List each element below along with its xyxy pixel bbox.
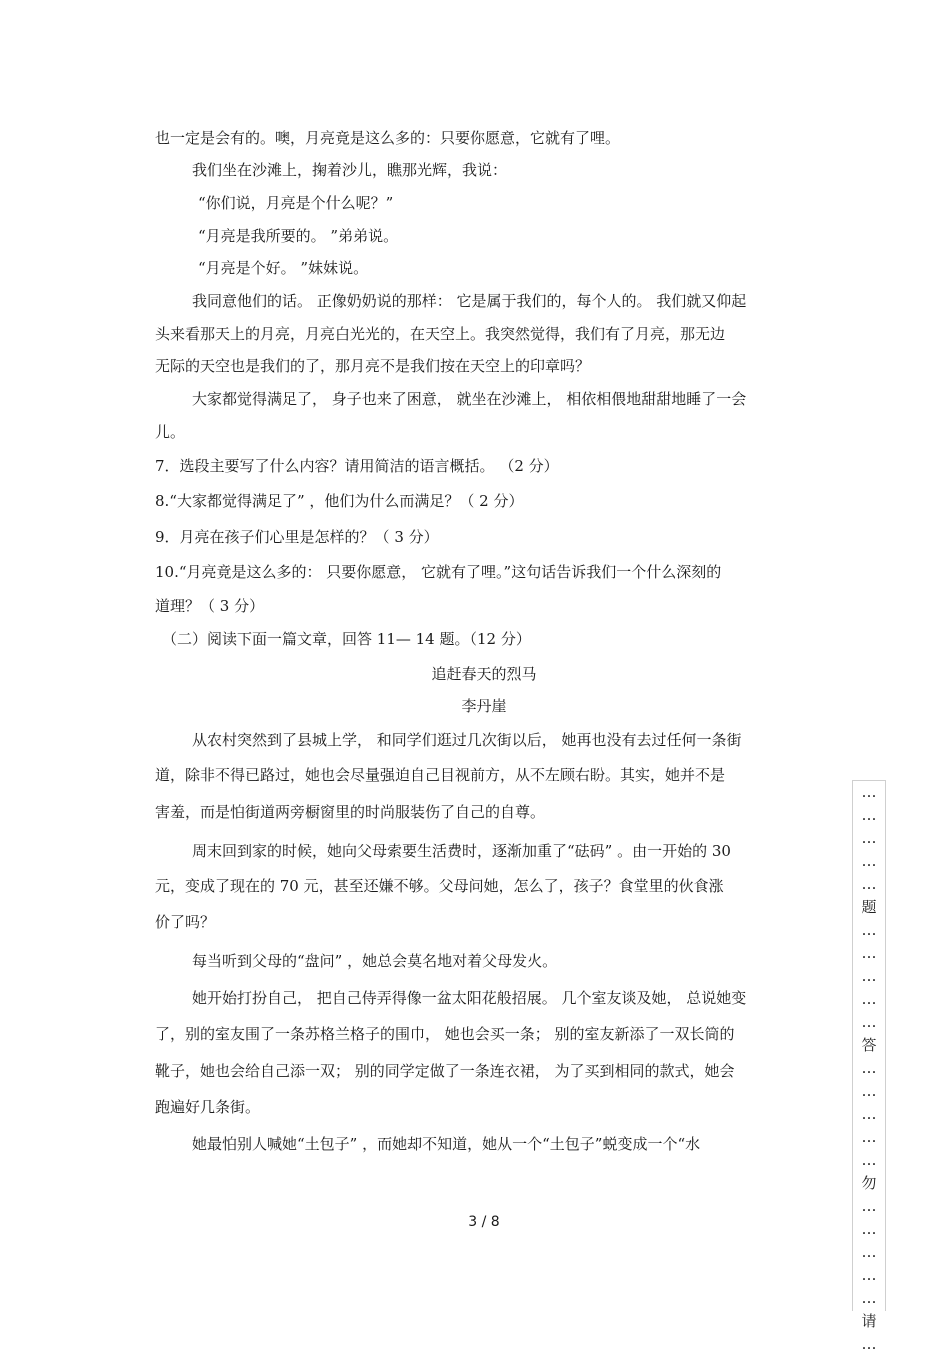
margin-char: 题	[861, 898, 877, 916]
text-line: 跑遍好几条街。	[155, 1098, 261, 1116]
margin-char: 答	[861, 1036, 877, 1054]
question-9: 9．月亮在孩子们心里是怎样的？（ 3 分）	[155, 528, 439, 546]
margin-dot: …	[861, 944, 877, 962]
text-line: 她最怕别人喊她“土包子” ，而她却不知道，她从一个“土包子”蜕变成一个“水	[192, 1135, 701, 1153]
text-line: 了，别的室友围了一条苏格兰格子的围巾， 她也会买一条； 别的室友新添了一双长筒的	[155, 1025, 735, 1043]
margin-dot: …	[861, 829, 877, 847]
question-10-cont: 道理？（ 3 分）	[155, 597, 265, 615]
margin-char: 勿	[861, 1174, 877, 1192]
margin-dot: …	[861, 806, 877, 824]
text-line: 道，除非不得已路过，她也会尽量强迫自己目视前方，从不左顾右盼。其实，她并不是	[155, 766, 726, 784]
margin-dot: …	[861, 1335, 877, 1353]
margin-dot: …	[861, 1243, 877, 1261]
margin-dot: …	[861, 1128, 877, 1146]
text-line: 儿。	[155, 423, 186, 441]
text-line: 从农村突然到了县城上学， 和同学们逛过几次街以后， 她再也没有去过任何一条街	[192, 731, 742, 749]
margin-dot: …	[861, 1197, 877, 1215]
text-line: 元，变成了现在的 70 元，甚至还嫌不够。父母问她，怎么了，孩子？食堂里的伙食涨	[155, 877, 724, 895]
margin-dot: …	[861, 1013, 877, 1031]
question-8: 8.“大家都觉得满足了” ，他们为什么而满足？（ 2 分）	[155, 492, 524, 510]
text-line: 她开始打扮自己， 把自己侍弄得像一盆太阳花般招展。 几个室友谈及她， 总说她变	[192, 989, 747, 1007]
margin-dot: …	[861, 852, 877, 870]
margin-char: 请	[861, 1312, 877, 1330]
question-7: 7．选段主要写了什么内容？请用简洁的语言概括。 （2 分）	[155, 457, 559, 475]
text-line: 也一定是会有的。噢，月亮竟是这么多的：只要你愿意，它就有了哩。	[155, 129, 621, 147]
text-line: 价了吗？	[155, 913, 216, 931]
margin-dot: …	[861, 990, 877, 1008]
text-line: 大家都觉得满足了， 身子也来了困意， 就坐在沙滩上， 相依相偎地甜甜地睡了一会	[192, 390, 747, 408]
margin-dot: …	[861, 1289, 877, 1307]
article-title: 追赶春天的烈马	[431, 665, 537, 683]
margin-dot: …	[861, 1220, 877, 1238]
margin-dot: …	[861, 1151, 877, 1169]
text-line: 我同意他们的话。 正像奶奶说的那样： 它是属于我们的，每个人的。 我们就又仰起	[192, 292, 747, 310]
binding-margin-text	[853, 781, 885, 1356]
margin-dot: …	[861, 1266, 877, 1284]
margin-dot: …	[861, 921, 877, 939]
binding-margin-strip	[852, 780, 886, 1353]
dialogue-line: “月亮是个好。 ”妹妹说。	[198, 259, 369, 277]
margin-dot: …	[861, 1105, 877, 1123]
text-line: 周末回到家的时候，她向父母索要生活费时，逐渐加重了“砝码” 。由一开始的 30	[192, 842, 731, 860]
dialogue-line: “你们说，月亮是个什么呢？”	[198, 194, 394, 212]
margin-dot: …	[861, 1082, 877, 1100]
text-line: 每当听到父母的“盘问” ，她总会莫名地对着父母发火。	[192, 952, 558, 970]
text-line: 无际的天空也是我们的了，那月亮不是我们按在天空上的印章吗？	[155, 357, 591, 375]
margin-dot: …	[861, 1059, 877, 1077]
margin-dot: …	[861, 967, 877, 985]
text-line: 害羞，而是怕街道两旁橱窗里的时尚服装伤了自己的自尊。	[155, 803, 546, 821]
dialogue-line: “月亮是我所要的。 ”弟弟说。	[198, 227, 399, 245]
text-line: 头来看那天上的月亮，月亮白光光的，在天空上。我突然觉得，我们有了月亮，那无边	[155, 325, 726, 343]
text-line: 靴子，她也会给自己添一双； 别的同学定做了一条连衣裙， 为了买到相同的款式，她会	[155, 1062, 735, 1080]
page-number: 3 / 8	[468, 1214, 500, 1230]
text-line: 我们坐在沙滩上，掬着沙儿，瞧那光辉，我说：	[192, 161, 508, 179]
margin-dot: …	[861, 875, 877, 893]
article-author: 李丹崖	[461, 697, 507, 715]
question-10: 10.“月亮竟是这么多的： 只要你愿意， 它就有了哩。”这句话告诉我们一个什么深刻的	[155, 563, 722, 581]
margin-dot: …	[861, 783, 877, 801]
section-heading: （二）阅读下面一篇文章，回答 11— 14 题。（12 分）	[162, 630, 531, 648]
